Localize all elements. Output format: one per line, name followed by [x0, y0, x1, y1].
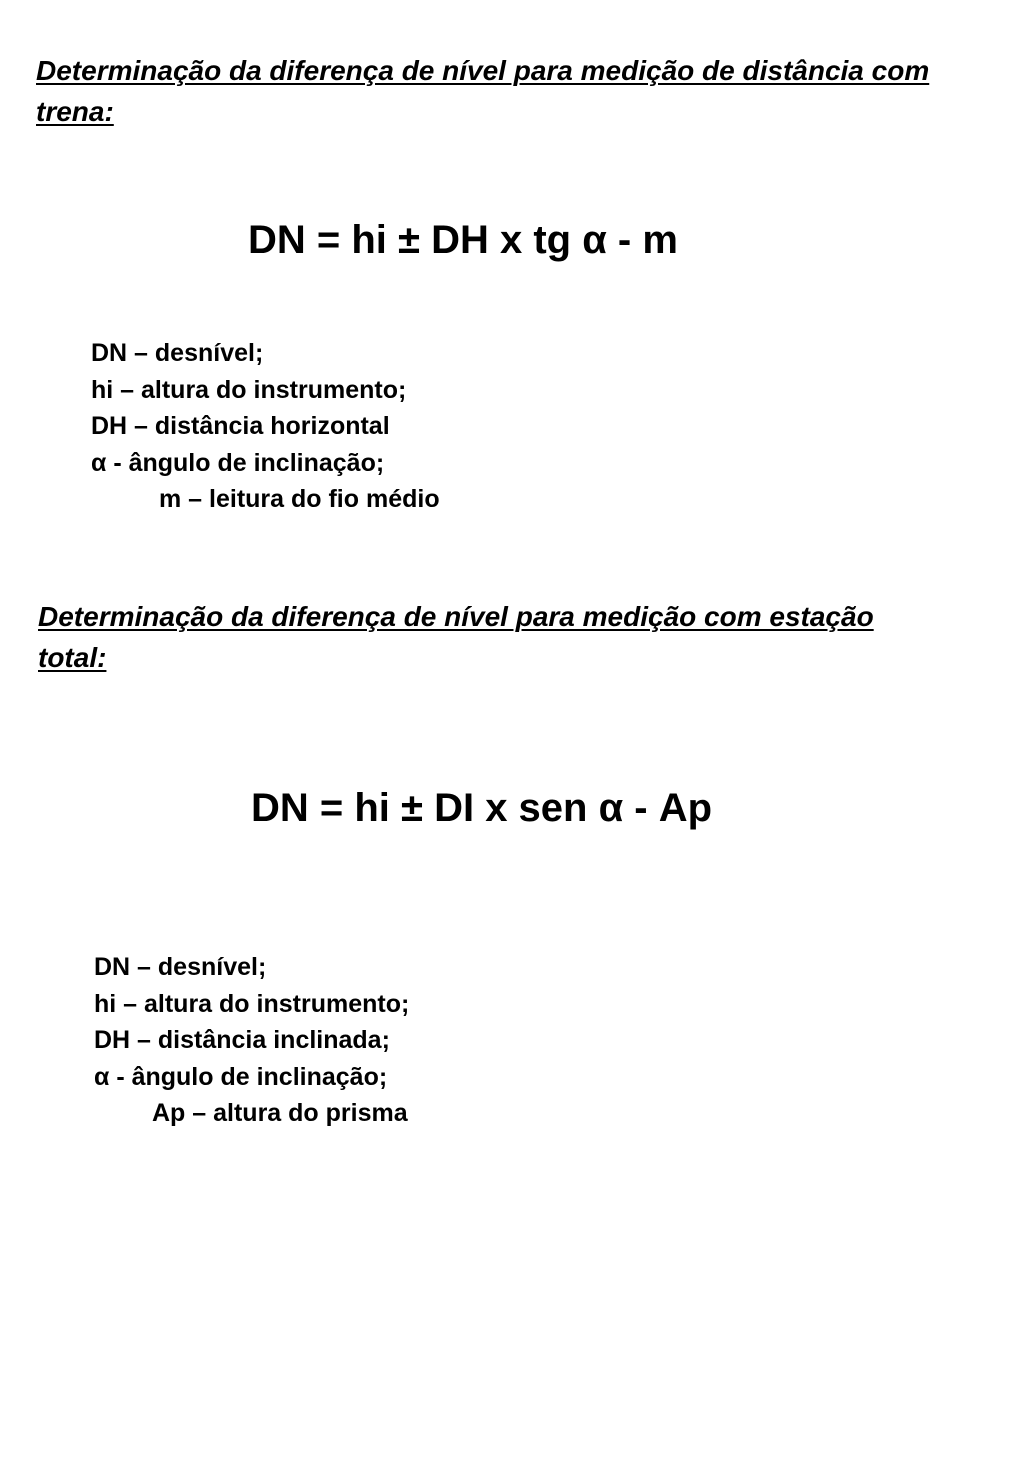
- section2-heading: [38, 596, 938, 678]
- legend-item-di: DH – distância inclinada;: [94, 1026, 390, 1054]
- section2-formula: DN = hi ± DI x sen α - Ap: [251, 786, 713, 830]
- section2-legend: [94, 949, 409, 1132]
- legend-item-dn: DN – desnível;: [94, 953, 267, 981]
- section1-heading: [36, 50, 936, 132]
- legend-item-hi: hi – altura do instrumento;: [94, 989, 410, 1018]
- legend-item-hi: hi – altura do instrumento;: [91, 375, 407, 404]
- legend-item-alpha: α - ângulo de inclinação;: [94, 1062, 388, 1091]
- legend-item-alpha: α - ângulo de inclinação;: [91, 448, 385, 477]
- legend-item-dh: DH – distância horizontal: [91, 412, 390, 440]
- legend-item-ap: Ap – altura do prisma: [152, 1099, 408, 1127]
- section1-formula: DN = hi ± DH x tg α - m: [248, 218, 678, 262]
- legend-item-dn: DN – desnível;: [91, 339, 264, 367]
- section1-legend: [91, 335, 440, 518]
- section1-heading-text: Determinação da diferença de nível para medição de distância com trena:: [36, 55, 930, 127]
- legend-item-m: m – leitura do fio médio: [159, 485, 440, 513]
- section2-heading-text: Determinação da diferença de nível para medição com estação total:: [38, 601, 874, 673]
